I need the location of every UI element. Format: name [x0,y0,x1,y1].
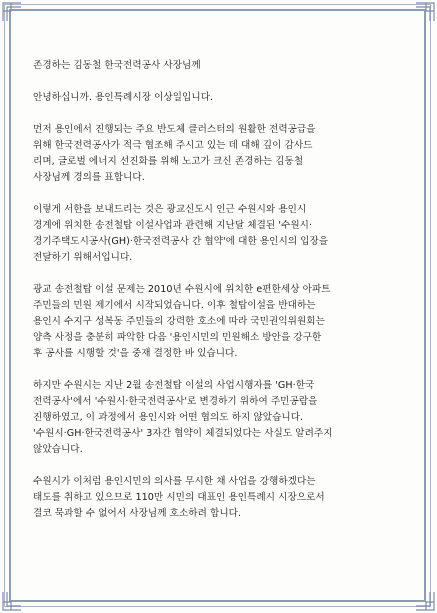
paragraph-line: 먼저 용인에서 진행되는 주요 반도체 클러스터의 원활한 전력공급을 [33,124,316,135]
paragraph-line: 전달하기 위해서입니다. [33,252,133,263]
corner-ornament-bottom-right [415,591,435,611]
paragraph-line: 광교 송전철탑 이설 문제는 2010년 수원시에 위치한 e편한세상 아파트 [33,284,331,295]
paragraph-line: 용인시 수지구 성복동 주민들의 강력한 호소에 따라 국민권익위원회는 [33,316,325,327]
paragraph-line: 태도를 취하고 있으므로 110만 시민의 대표인 용인특례시 시장으로서 [33,492,325,503]
paragraph-purpose [33,202,407,266]
paragraph-line: 수원시가 이처럼 용인시민의 의사를 무시한 채 사업을 강행하겠다는 [33,476,316,487]
corner-ornament-bottom-left [2,591,22,611]
greeting: 안녕하십니까. 용인특례시장 이상일입니다. [33,92,214,103]
paragraph-line: 이렇게 서한을 보내드리는 것은 광교신도시 인근 수원시와 용인시 [33,204,307,215]
paragraph-line: 결코 묵과할 수 없어서 사장님께 호소하려 합니다. [33,508,242,519]
salutation: 존경하는 김동철 한국전력공사 사장님께 [33,60,201,71]
paragraph-line: 전력공사'에서 '수원시·한국전력공사'로 변경하기 위하여 주민공람을 [33,396,318,407]
paragraph-line: 후 공사를 시행할 것'을 중재 결정한 바 있습니다. [33,348,238,359]
paragraph-gratitude [33,122,407,186]
paragraph-line: 하지만 수원시는 지난 2월 송전철탑 이설의 사업시행자를 'GH·한국 [33,380,315,391]
paragraph-appeal [33,474,407,522]
paragraph-line: 양측 사정을 충분히 파악한 다음 '용인시민의 민원해소 방안을 강구한 [33,332,322,343]
corner-ornament-top-left [2,2,22,22]
paragraph-line: 경계에 위치한 송전철탑 이설사업과 관련해 지난달 체결된 '수원시· [33,220,313,231]
paragraph-line: 경기주택도시공사(GH)·한국전력공사 간 협약'에 대한 용인시의 입장을 [33,236,329,247]
letter-body [33,58,407,522]
paragraph-line: 리며, 글로벌 에너지 선진화를 위해 노고가 크신 존경하는 김동철 [33,156,304,167]
paragraph-background [33,282,407,362]
paragraph-line: 사장님께 경의를 표합니다. [33,172,145,183]
paragraph-issue [33,378,407,458]
paragraph-line: 위해 한국전력공사가 적극 협조해 주시고 있는 데 대해 깊이 감사드 [33,140,313,151]
paragraph-line: 진행하였고, 이 과정에서 용인시와 어떤 협의도 하지 않았습니다. [33,412,304,423]
paragraph-line: 않았습니다. [33,444,83,455]
corner-ornament-top-right [415,2,435,22]
paragraph-line: '수원시·GH·한국전력공사' 3자간 협약이 체결되었다는 사실도 알려주지 [33,428,333,439]
paragraph-line: 주민들의 민원 제기에서 시작되었습니다. 이후 철탑이설을 반대하는 [33,300,316,311]
